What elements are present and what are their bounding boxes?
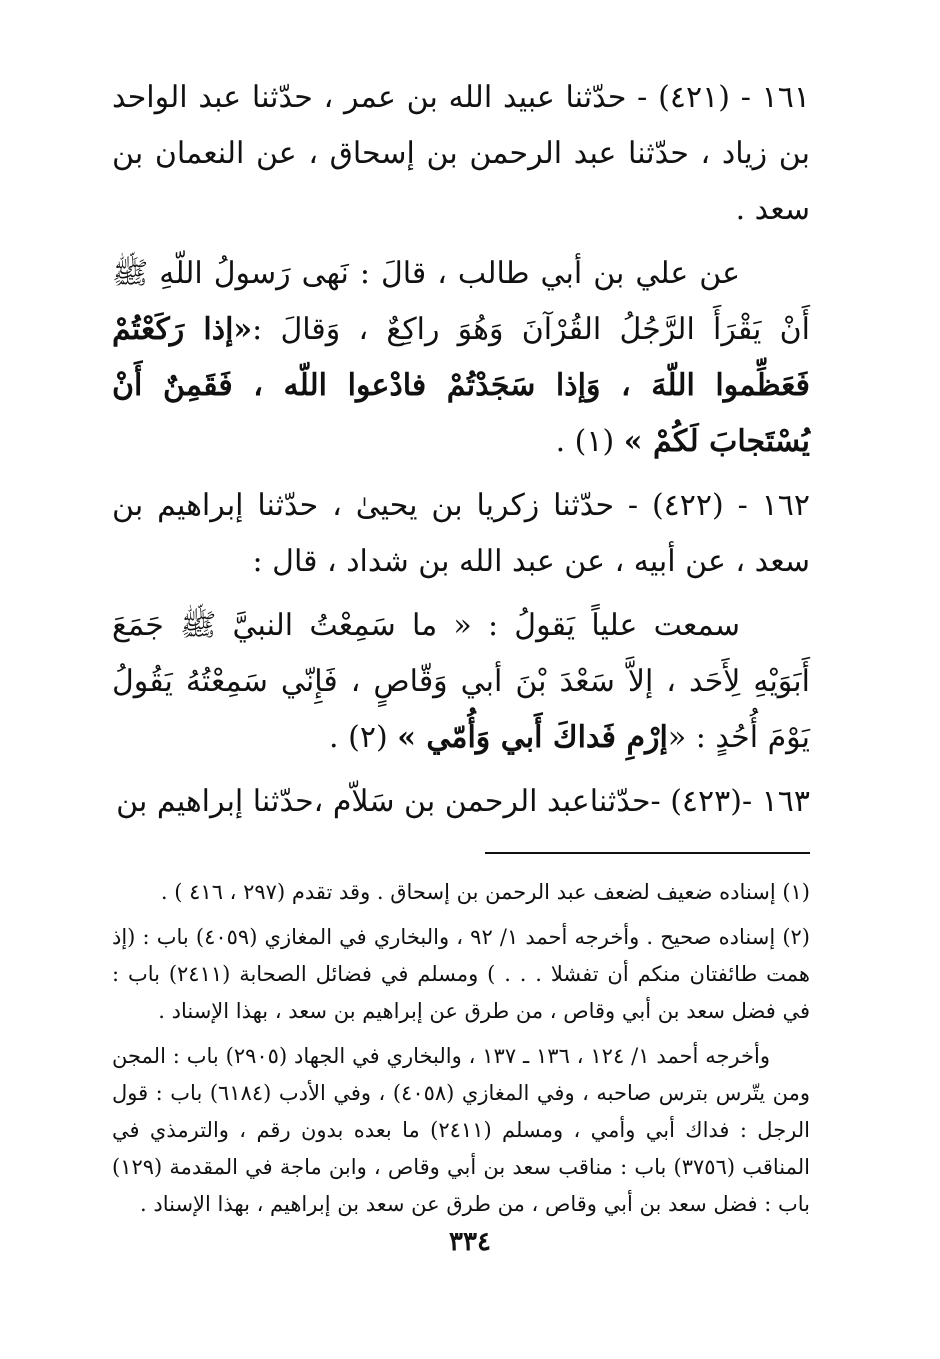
- hadith-162-matn-plain: سمعت علياً يَقولُ : « ما سَمِعْتُ النبيَّ ﷺ جَمَعَ أَبَوَيْهِ لِأَحَد ، إلاَّ سَعْدَ بْنَ أبي وَقّاصٍ ، فَإِنّي سَمِعْتُهُ يَقُولُ يَوْمَ أُحُدٍ : «: [112, 608, 810, 755]
- hadith-163-isnad: ١٦٣ -(٤٢٣) -حدّثناعبد الرحمن بن سَلاّم ،حدّثنا إبراهيم بن: [116, 784, 810, 819]
- footnotes: [112, 874, 810, 1223]
- hadith-161-isnad: ١٦١ - (٤٢١) - حدّثنا عبيد الله بن عمر ، حدّثنا عبد الواحد بن زياد ، حدّثنا عبد الرحمن بن إسحاق ، عن النعمان بن سعد .: [112, 80, 810, 227]
- hadith-162-isnad: ١٦٢ - (٤٢٢) - حدّثنا زكريا بن يحيىٰ ، حدّثنا إبراهيم بن سعد ، عن أبيه ، عن عبد الله بن شداد ، قال :: [112, 488, 810, 579]
- footnote-1: (١) إسناده ضعيف لضعف عبد الرحمن بن إسحاق . وقد تقدم (٢٩٧ ، ٤١٦ ) .: [160, 880, 810, 904]
- hadith-162-footnote-ref: (٢) .: [329, 720, 388, 755]
- footnote-2: (٢) إسناده صحيح . وأخرجه أحمد ١/ ٩٢ ، والبخاري في المغازي (٤٠٥٩) باب : (إذ همت طائفتان منكم أن تفشلا . . . ) ومسلم في فضائل الصحابة (٢٤١١) باب : في فضل سعد بن أبي وقاص ، من طرق عن إبراهيم بن سعد ، بهذا الإسناد .: [112, 925, 810, 1023]
- footnote-divider: [485, 852, 810, 854]
- hadith-162-matn-bold: إرْمِ فَداكَ أَبي وَأُمّي »: [397, 720, 668, 755]
- hadith-161-matn: [112, 246, 810, 470]
- hadith-161-matn-plain: عن علي بن أبي طالب ، قالَ : نَهى رَسولُ اللّهِ ﷺ أَنْ يَقْرَأَ الرَّجُلُ القُرْآنَ وَهُوَ راكِعٌ ، وَقالَ :: [112, 256, 810, 347]
- page-number: ٣٣٤: [449, 1227, 491, 1257]
- hadith-161-matn-bold: «إذا رَكَعْتُمْ فَعَظِّموا اللّهَ ، وَإذا سَجَدْتُمْ فادْعوا اللّه ، فَقَمِنٌ أَنْ يُسْتَجابَ لَكُمْ »: [112, 312, 810, 459]
- main-text: [112, 70, 810, 830]
- hadith-162-matn: [112, 598, 810, 766]
- footnote-2-continued: وأخرجه أحمد ١/ ١٢٤ ، ١٣٦ ـ ١٣٧ ، والبخاري في الجهاد (٢٩٠٥) باب : المجن ومن يتّرس بترس صاحبه ، وفي المغازي (٤٠٥٨) ، وفي الأدب (٦١٨٤) باب : قول الرجل : فداك أبي وأمي ، ومسلم (٢٤١١) ما بعده بدون رقم ، والترمذي في المناقب (٣٧٥٦) باب : مناقب سعد بن أبي وقاص ، وابن ماجة في المقدمة (١٢٩) باب : فضل سعد بن أبي وقاص ، من طرق عن سعد بن إبراهيم ، بهذا الإسناد .: [112, 1044, 810, 1216]
- hadith-161-footnote-ref: (١) .: [555, 424, 615, 459]
